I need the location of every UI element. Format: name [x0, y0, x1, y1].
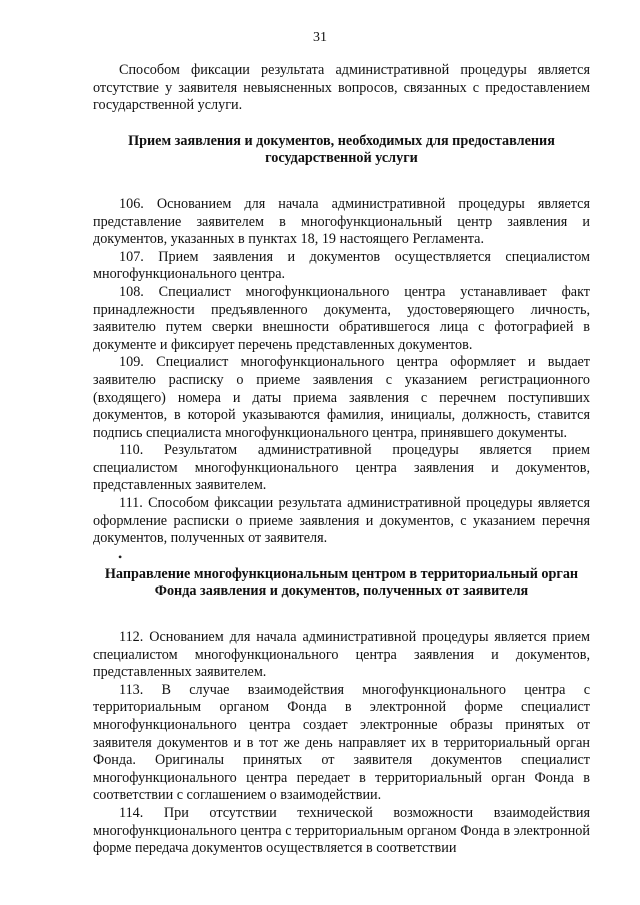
paragraph-113: 113. В случае взаимодействия многофункционального центра с территориальным органом Фонда в электронной форме специалист многофункционального центра создает электронные образы принятых от заявителя документов и в тот же день направляет их в территориальный орган Фонда. Оригиналы принятых от заявителя документов специалист многофункционального центра передает в территориальный орган Фонда в соответствии с соглашением о взаимодействии. [93, 681, 590, 804]
paragraph-109: 109. Специалист многофункционального центра оформляет и выдает заявителю расписку о приеме заявления с указанием регистрационного (входящего) номера и даты приема заявления с перечнем поступивших документов, в которой указываются фамилия, инициалы, должность, ставится подпись специалиста многофункционального центра, принявшего документы. [93, 354, 590, 441]
paragraph-106: 106. Основанием для начала административной процедуры является представление заявителем в многофункциональный центр заявления и документов, указанных в пунктах 18, 19 настоящего Регламента. [93, 195, 590, 248]
intro-paragraph: Способом фиксации результата административной процедуры является отсутствие у заявителя невыясненных вопросов, связанных с предоставлением государственной услуги. [93, 62, 590, 114]
paragraph-107: 107. Прием заявления и документов осуществляется специалистом многофункционального центра. [93, 248, 590, 283]
paragraph-108: 108. Специалист многофункционального центра устанавливает факт принадлежности предъявленного документа, удостоверяющего личность, заявителю путем сверки внешности обратившегося лица с фотографией в документе и фиксирует перечень представленных документов. [93, 283, 590, 353]
paragraph-112: 112. Основанием для начала административной процедуры является прием специалистом многофункционального центра заявления и документов, представленных заявителем. [93, 629, 590, 681]
page-content [93, 62, 590, 858]
page-number: 31 [313, 30, 327, 45]
section-heading-reception: Прием заявления и документов, необходимых для предоставления государственной услуги [128, 132, 555, 167]
section-heading-transfer: Направление многофункциональным центром в территориальный орган Фонда заявления и документов, полученных от заявителя [104, 565, 579, 600]
scan-speck: • [118, 550, 123, 564]
paragraph-114: 114. При отсутствии технической возможности взаимодействия многофункционального центра с территориальным органом Фонда в электронной форме передача документов осуществляется в соответствии [93, 804, 590, 857]
paragraph-111: 111. Способом фиксации результата административной процедуры является оформление расписки о приеме заявления и документов, с указанием перечня документов, полученных от заявителя. [93, 495, 590, 547]
paragraph-110: 110. Результатом административной процедуры является прием специалистом многофункционального центра заявления и документов, представленных заявителем. [93, 442, 590, 494]
